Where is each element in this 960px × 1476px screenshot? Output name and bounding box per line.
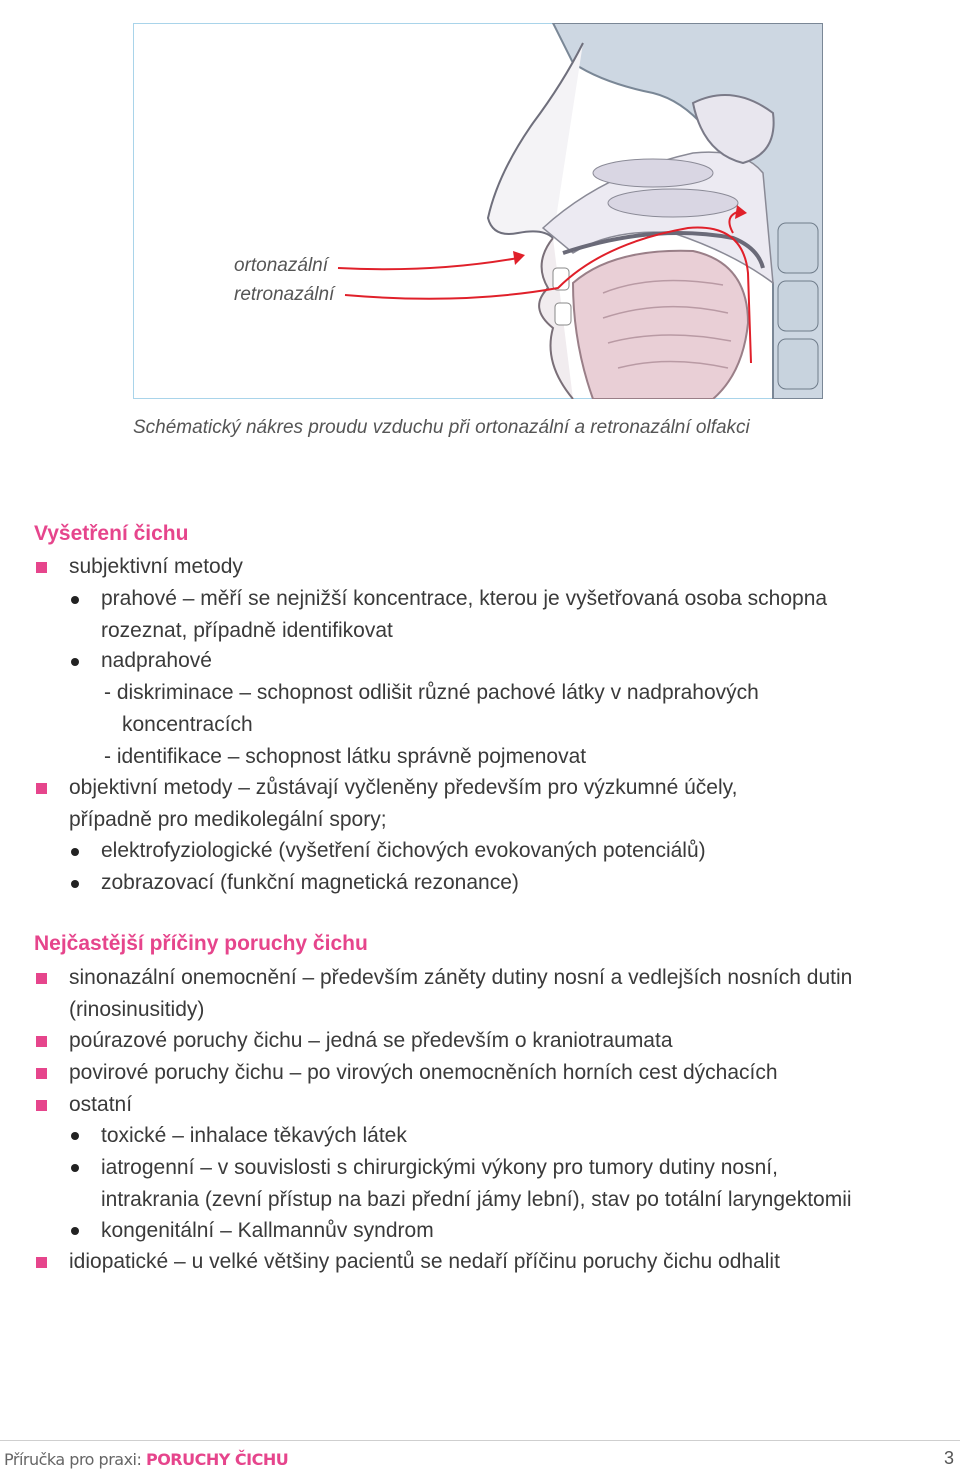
square-bullet-icon xyxy=(36,1036,47,1047)
round-bullet-icon xyxy=(71,880,79,888)
page-number: 3 xyxy=(943,1448,954,1468)
list-item-continuation: intrakrania (zevní přístup na bazi přední jámy lební), stav po totální laryngektomii xyxy=(101,1188,852,1211)
round-bullet-icon xyxy=(71,596,79,604)
section-title-vysetreni: Vyšetření čichu xyxy=(34,522,189,545)
list-item-continuation: rozeznat, případně identifikovat xyxy=(101,619,393,642)
round-bullet-icon xyxy=(71,848,79,856)
list-item: - identifikace – schopnost látku správně pojmenovat xyxy=(104,745,587,768)
round-bullet-icon xyxy=(71,1164,79,1172)
round-bullet-icon xyxy=(71,1132,79,1140)
list-item-continuation: případně pro medikolegální spory; xyxy=(69,808,387,831)
square-bullet-icon xyxy=(36,973,47,984)
list-item: subjektivní metody xyxy=(69,555,243,578)
square-bullet-icon xyxy=(36,1257,47,1268)
list-item-continuation: (rinosinusitidy) xyxy=(69,998,205,1021)
square-bullet-icon xyxy=(36,1068,47,1079)
list-item: sinonazální onemocnění – především záněty dutiny nosní a vedlejších nosních dutin xyxy=(69,966,853,989)
label-ortonazalni: ortonazální xyxy=(234,255,329,276)
figure-caption: Schématický nákres proudu vzduchu při ortonazální a retronazální olfakci xyxy=(133,417,750,438)
nasal-cavity-illustration xyxy=(133,23,823,399)
list-item: objektivní metody – zůstávají vyčleněny především pro výzkumné účely, xyxy=(69,776,738,799)
section-title-priciny: Nejčastější příčiny poruchy čichu xyxy=(34,932,368,955)
list-item: povirové poruchy čichu – po virových onemocněních horních cest dýchacích xyxy=(69,1061,778,1084)
list-item: toxické – inhalace těkavých látek xyxy=(101,1124,407,1147)
footer-divider xyxy=(0,1440,960,1441)
list-item: poúrazové poruchy čichu – jedná se především o kraniotraumata xyxy=(69,1029,673,1052)
list-item: nadprahové xyxy=(101,649,212,672)
label-retronazalni: retronazální xyxy=(234,284,335,305)
list-item: - diskriminace – schopnost odlišit různé pachové látky v nadprahových xyxy=(104,681,759,704)
list-item-continuation: koncentracích xyxy=(122,713,253,736)
square-bullet-icon xyxy=(36,562,47,573)
list-item: elektrofyziologické (vyšetření čichových evokovaných potenciálů) xyxy=(101,839,706,862)
footer-title-prefix: Příručka pro praxi: xyxy=(4,1450,146,1469)
list-item: prahové – měří se nejnižší koncentrace, kterou je vyšetřovaná osoba schopna xyxy=(101,587,828,610)
list-item: ostatní xyxy=(69,1093,133,1116)
round-bullet-icon xyxy=(71,1227,79,1235)
list-item: idiopatické – u velké většiny pacientů se nedaří příčinu poruchy čichu odhalit xyxy=(69,1250,780,1273)
footer-title xyxy=(4,1450,288,1469)
list-item: kongenitální – Kallmannův syndrom xyxy=(101,1219,434,1242)
list-item: zobrazovací (funkční magnetická rezonance) xyxy=(101,871,519,894)
round-bullet-icon xyxy=(71,658,79,666)
square-bullet-icon xyxy=(36,783,47,794)
footer-title-accent: PORUCHY ČICHU xyxy=(145,1450,289,1469)
list-item: iatrogenní – v souvislosti s chirurgickými výkony pro tumory dutiny nosní, xyxy=(101,1156,778,1179)
square-bullet-icon xyxy=(36,1100,47,1111)
